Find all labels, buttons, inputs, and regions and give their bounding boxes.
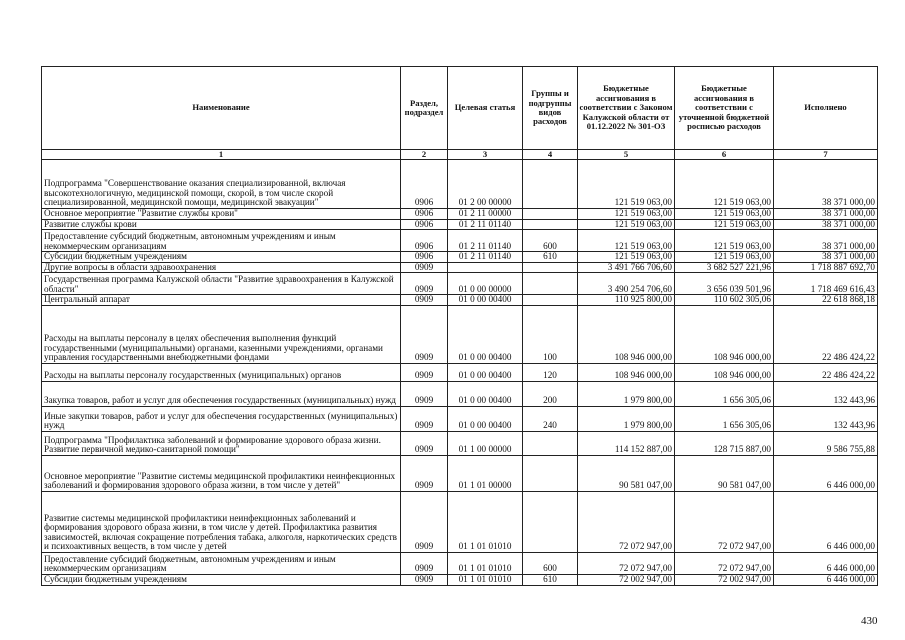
row-refined-allocation: 121 519 063,00 <box>675 252 774 263</box>
table-row <box>42 552 878 574</box>
row-section: 0906 <box>401 160 448 209</box>
row-name: Центральный аппарат <box>42 295 401 306</box>
row-article: 01 0 00 00400 <box>448 363 523 381</box>
table-row <box>42 160 878 209</box>
row-executed: 9 586 755,88 <box>774 431 878 455</box>
row-name: Основное мероприятие "Развитие системы медицинской профилактики неинфекционных заболеваний и формирования здорового образа жизни, в том числе у детей" <box>42 455 401 491</box>
row-name: Другие вопросы в области здравоохранения <box>42 262 401 273</box>
header-executed: Исполнено <box>774 67 878 150</box>
row-refined-allocation: 72 072 947,00 <box>675 552 774 574</box>
row-executed: 38 371 000,00 <box>774 252 878 263</box>
row-section: 0909 <box>401 574 448 585</box>
row-group: 100 <box>523 305 578 363</box>
row-executed: 132 443,96 <box>774 381 878 406</box>
row-law-allocation: 3 490 254 706,60 <box>578 273 675 295</box>
table-row <box>42 252 878 263</box>
table-row <box>42 295 878 306</box>
table-row <box>42 209 878 220</box>
row-article: 01 1 01 01010 <box>448 491 523 552</box>
row-law-allocation: 90 581 047,00 <box>578 455 675 491</box>
row-law-allocation: 3 491 766 706,60 <box>578 262 675 273</box>
row-refined-allocation: 121 519 063,00 <box>675 230 774 252</box>
row-section: 0909 <box>401 363 448 381</box>
row-law-allocation: 114 152 887,00 <box>578 431 675 455</box>
row-group <box>523 295 578 306</box>
table-row <box>42 574 878 585</box>
row-refined-allocation: 108 946 000,00 <box>675 305 774 363</box>
row-article: 01 0 00 00400 <box>448 295 523 306</box>
column-number: 4 <box>523 150 578 160</box>
row-refined-allocation: 121 519 063,00 <box>675 219 774 230</box>
row-article: 01 2 11 01140 <box>448 219 523 230</box>
row-refined-allocation: 121 519 063,00 <box>675 160 774 209</box>
row-executed: 6 446 000,00 <box>774 552 878 574</box>
table-row <box>42 406 878 431</box>
row-group <box>523 262 578 273</box>
row-law-allocation: 72 072 947,00 <box>578 552 675 574</box>
budget-table <box>41 66 878 586</box>
row-name: Подпрограмма "Профилактика заболеваний и формирование здорового образа жизни. Развитие первичной медико-санитарной помощи" <box>42 431 401 455</box>
row-executed: 38 371 000,00 <box>774 219 878 230</box>
row-refined-allocation: 1 656 305,06 <box>675 381 774 406</box>
row-executed: 1 718 469 616,43 <box>774 273 878 295</box>
row-executed: 6 446 000,00 <box>774 574 878 585</box>
row-law-allocation: 121 519 063,00 <box>578 219 675 230</box>
table-row <box>42 262 878 273</box>
row-group <box>523 455 578 491</box>
row-refined-allocation: 3 682 527 221,96 <box>675 262 774 273</box>
row-section: 0909 <box>401 262 448 273</box>
row-name: Государственная программа Калужской области "Развитие здравоохранения в Калужской области" <box>42 273 401 295</box>
row-article: 01 2 11 01140 <box>448 230 523 252</box>
row-article: 01 0 00 00000 <box>448 273 523 295</box>
row-executed: 6 446 000,00 <box>774 455 878 491</box>
row-law-allocation: 1 979 800,00 <box>578 406 675 431</box>
row-executed: 132 443,96 <box>774 406 878 431</box>
row-name: Предоставление субсидий бюджетным, автономным учреждениям и иным некоммерческим организациям <box>42 552 401 574</box>
row-article: 01 1 01 00000 <box>448 455 523 491</box>
row-name: Основное мероприятие "Развитие службы крови" <box>42 209 401 220</box>
column-number: 7 <box>774 150 878 160</box>
row-name: Развитие системы медицинской профилактики неинфекционных заболеваний и формирования здорового образа жизни, в том числе у детей. Профилактика развития зависимостей, включая сокращение потребления табака, алкоголя, наркотических средств и психоактивных веществ, в том числе у детей <box>42 491 401 552</box>
row-section: 0909 <box>401 305 448 363</box>
row-group <box>523 160 578 209</box>
row-name: Иные закупки товаров, работ и услуг для обеспечения государственных (муниципальных) нужд <box>42 406 401 431</box>
row-name: Расходы на выплаты персоналу в целях обеспечения выполнения функций государственными (муниципальными) органами, казенными учреждениями, органами управления государственными внебюджетными фондами <box>42 305 401 363</box>
table-row <box>42 431 878 455</box>
row-law-allocation: 121 519 063,00 <box>578 209 675 220</box>
row-group <box>523 219 578 230</box>
row-article: 01 0 00 00400 <box>448 381 523 406</box>
table-row <box>42 305 878 363</box>
row-section: 0909 <box>401 406 448 431</box>
row-article: 01 1 00 00000 <box>448 431 523 455</box>
column-number: 2 <box>401 150 448 160</box>
row-name: Предоставление субсидий бюджетным, автономным учреждениям и иным некоммерческим организациям <box>42 230 401 252</box>
table-row <box>42 381 878 406</box>
header-expense-group: Группы и подгруппы видов расходов <box>523 67 578 150</box>
row-article: 01 2 00 00000 <box>448 160 523 209</box>
row-article: 01 2 11 00000 <box>448 209 523 220</box>
row-name: Субсидии бюджетным учреждениям <box>42 574 401 585</box>
row-law-allocation: 121 519 063,00 <box>578 230 675 252</box>
row-group: 600 <box>523 552 578 574</box>
row-law-allocation: 108 946 000,00 <box>578 363 675 381</box>
row-refined-allocation: 108 946 000,00 <box>675 363 774 381</box>
row-executed: 38 371 000,00 <box>774 160 878 209</box>
header-law-allocation: Бюджетные ассигнования в соответствии с Законом Калужской области от 01.12.2022 № 301-ОЗ <box>578 67 675 150</box>
row-law-allocation: 1 979 800,00 <box>578 381 675 406</box>
table-row <box>42 491 878 552</box>
row-group: 610 <box>523 574 578 585</box>
row-group <box>523 491 578 552</box>
row-article: 01 0 00 00400 <box>448 305 523 363</box>
header-section: Раздел, подраздел <box>401 67 448 150</box>
row-section: 0909 <box>401 381 448 406</box>
row-law-allocation: 72 072 947,00 <box>578 491 675 552</box>
row-name: Развитие службы крови <box>42 219 401 230</box>
column-number: 1 <box>42 150 401 160</box>
row-refined-allocation: 110 602 305,06 <box>675 295 774 306</box>
row-refined-allocation: 128 715 887,00 <box>675 431 774 455</box>
table-row <box>42 363 878 381</box>
row-group: 200 <box>523 381 578 406</box>
header-refined-allocation: Бюджетные ассигнования в соответствии с уточненной бюджетной росписью расходов <box>675 67 774 150</box>
row-section: 0909 <box>401 431 448 455</box>
row-article: 01 1 01 01010 <box>448 552 523 574</box>
row-article: 01 1 01 01010 <box>448 574 523 585</box>
row-section: 0906 <box>401 252 448 263</box>
table-row <box>42 455 878 491</box>
row-article <box>448 262 523 273</box>
row-executed: 38 371 000,00 <box>774 230 878 252</box>
row-refined-allocation: 121 519 063,00 <box>675 209 774 220</box>
row-group: 610 <box>523 252 578 263</box>
row-executed: 22 486 424,22 <box>774 305 878 363</box>
row-refined-allocation: 1 656 305,06 <box>675 406 774 431</box>
row-section: 0909 <box>401 491 448 552</box>
table-row <box>42 230 878 252</box>
row-law-allocation: 110 925 800,00 <box>578 295 675 306</box>
column-number: 3 <box>448 150 523 160</box>
row-section: 0906 <box>401 219 448 230</box>
column-number: 5 <box>578 150 675 160</box>
header-target-article: Целевая статья <box>448 67 523 150</box>
row-name: Субсидии бюджетным учреждениям <box>42 252 401 263</box>
row-executed: 22 618 868,18 <box>774 295 878 306</box>
table-row <box>42 273 878 295</box>
row-group <box>523 273 578 295</box>
row-group <box>523 431 578 455</box>
row-name: Расходы на выплаты персоналу государственных (муниципальных) органов <box>42 363 401 381</box>
row-refined-allocation: 72 002 947,00 <box>675 574 774 585</box>
row-law-allocation: 121 519 063,00 <box>578 252 675 263</box>
row-group: 240 <box>523 406 578 431</box>
row-name: Подпрограмма "Совершенствование оказания специализированной, включая высокотехнологичную, медицинской помощи, скорой, в том числе скорой специализированной, медицинской помощи, медицинской эвакуации" <box>42 160 401 209</box>
row-refined-allocation: 3 656 039 501,96 <box>675 273 774 295</box>
row-executed: 38 371 000,00 <box>774 209 878 220</box>
row-law-allocation: 108 946 000,00 <box>578 305 675 363</box>
row-section: 0906 <box>401 230 448 252</box>
row-section: 0909 <box>401 273 448 295</box>
row-refined-allocation: 90 581 047,00 <box>675 455 774 491</box>
row-executed: 1 718 887 692,70 <box>774 262 878 273</box>
column-number: 6 <box>675 150 774 160</box>
header-row <box>42 67 878 150</box>
row-section: 0909 <box>401 295 448 306</box>
row-executed: 22 486 424,22 <box>774 363 878 381</box>
column-number-row <box>42 150 878 160</box>
page-number: 430 <box>861 615 878 627</box>
row-executed: 6 446 000,00 <box>774 491 878 552</box>
row-name: Закупка товаров, работ и услуг для обеспечения государственных (муниципальных) нужд <box>42 381 401 406</box>
row-law-allocation: 72 002 947,00 <box>578 574 675 585</box>
row-section: 0909 <box>401 552 448 574</box>
row-group: 600 <box>523 230 578 252</box>
header-name: Наименование <box>42 67 401 150</box>
row-refined-allocation: 72 072 947,00 <box>675 491 774 552</box>
row-law-allocation: 121 519 063,00 <box>578 160 675 209</box>
row-section: 0909 <box>401 455 448 491</box>
row-section: 0906 <box>401 209 448 220</box>
row-group <box>523 209 578 220</box>
row-article: 01 2 11 01140 <box>448 252 523 263</box>
row-group: 120 <box>523 363 578 381</box>
table-row <box>42 219 878 230</box>
row-article: 01 0 00 00400 <box>448 406 523 431</box>
